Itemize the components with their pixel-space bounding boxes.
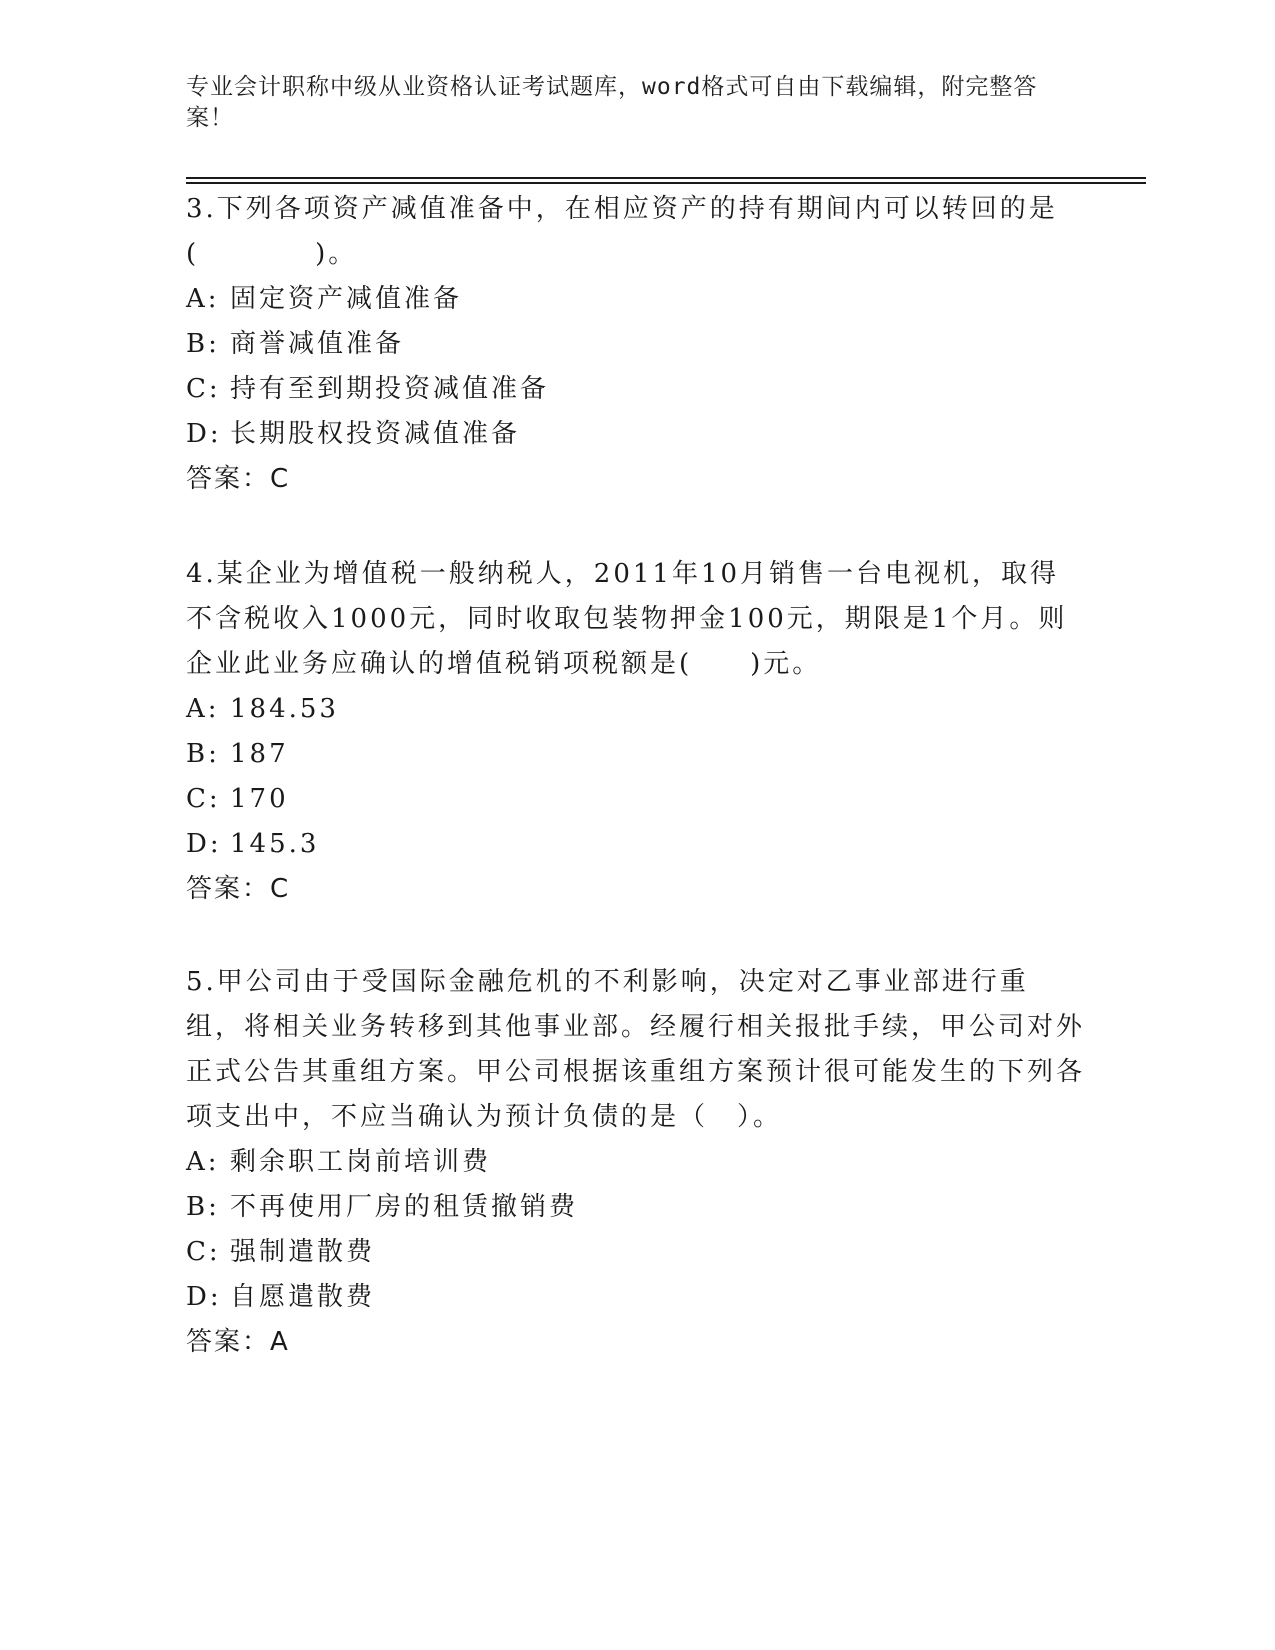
question-4 xyxy=(186,552,1086,912)
answer: 答案：C xyxy=(186,874,291,904)
header-divider-bottom xyxy=(186,182,1146,184)
option-d: D: 自愿遣散费 xyxy=(186,1282,376,1312)
option-d: D: 长期股权投资减值准备 xyxy=(186,419,521,449)
question-3 xyxy=(186,187,1086,502)
answer: 答案：C xyxy=(186,464,291,494)
answer: 答案：A xyxy=(186,1327,290,1357)
option-a: A: 固定资产减值准备 xyxy=(186,284,463,314)
option-c: C: 170 xyxy=(186,784,289,814)
option-b: B: 不再使用厂房的租赁撤销费 xyxy=(186,1192,579,1222)
option-a: A: 剩余职工岗前培训费 xyxy=(186,1147,492,1177)
question-stem: 4.某企业为增值税一般纳税人，2011年10月销售一台电视机，取得不含税收入1000元，同时收取包装物押金100元，期限是1个月。则企业此业务应确认的增值税销项税额是( )元。 xyxy=(186,559,1068,679)
option-b: B: 商誉减值准备 xyxy=(186,329,405,359)
question-stem: 5.甲公司由于受国际金融危机的不利影响，决定对乙事业部进行重组，将相关业务转移到其他事业部。经履行相关报批手续，甲公司对外正式公告其重组方案。甲公司根据该重组方案预计很可能发生的下列各项支出中，不应当确认为预计负债的是（ ）。 xyxy=(186,967,1086,1132)
question-stem: 3.下列各项资产减值准备中，在相应资产的持有期间内可以转回的是( )。 xyxy=(186,194,1058,269)
option-d: D: 145.3 xyxy=(186,829,320,859)
option-c: C: 强制遣散费 xyxy=(186,1237,376,1267)
header-divider-top xyxy=(186,177,1146,179)
option-b: B: 187 xyxy=(186,739,289,769)
document-header: 专业会计职称中级从业资格认证考试题库，word格式可自由下载编辑，附完整答案！ xyxy=(186,74,1038,131)
option-a: A: 184.53 xyxy=(186,694,339,724)
question-5 xyxy=(186,960,1086,1365)
option-c: C: 持有至到期投资减值准备 xyxy=(186,374,550,404)
